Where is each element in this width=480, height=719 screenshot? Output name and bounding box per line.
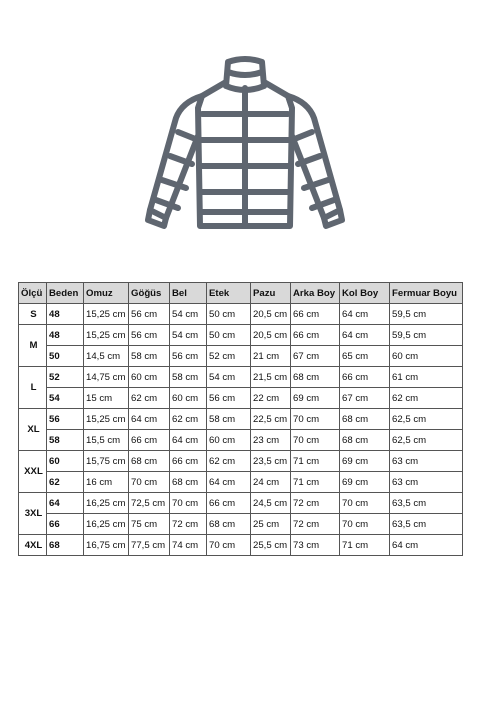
measurement-cell: 71 cm — [291, 472, 340, 493]
measurement-cell: 64 cm — [340, 325, 390, 346]
measurement-cell: 73 cm — [291, 535, 340, 556]
table-row — [19, 346, 463, 367]
measurement-cell: 16 cm — [84, 472, 129, 493]
column-header: Arka Boy — [291, 283, 340, 304]
column-header: Ölçü — [19, 283, 47, 304]
column-header: Beden — [47, 283, 84, 304]
measurement-cell: 69 cm — [291, 388, 340, 409]
measurement-cell: 64 cm — [170, 430, 207, 451]
measurement-cell: 56 cm — [170, 346, 207, 367]
measurement-cell: 54 cm — [170, 325, 207, 346]
measurement-cell: 71 cm — [291, 451, 340, 472]
beden-cell: 52 — [47, 367, 84, 388]
beden-cell: 68 — [47, 535, 84, 556]
size-label: L — [19, 367, 47, 409]
column-header: Fermuar Boyu — [390, 283, 463, 304]
measurement-cell: 58 cm — [207, 409, 251, 430]
table-row — [19, 409, 463, 430]
measurement-cell: 52 cm — [207, 346, 251, 367]
measurement-cell: 66 cm — [129, 430, 170, 451]
measurement-cell: 72 cm — [170, 514, 207, 535]
measurement-cell: 68 cm — [129, 451, 170, 472]
measurement-cell: 75 cm — [129, 514, 170, 535]
table-row — [19, 325, 463, 346]
measurement-cell: 66 cm — [291, 325, 340, 346]
measurement-cell: 68 cm — [340, 409, 390, 430]
measurement-cell: 50 cm — [207, 325, 251, 346]
measurement-cell: 60 cm — [390, 346, 463, 367]
measurement-cell: 63,5 cm — [390, 514, 463, 535]
measurement-cell: 68 cm — [291, 367, 340, 388]
table-row — [19, 535, 463, 556]
measurement-cell: 68 cm — [340, 430, 390, 451]
measurement-cell: 50 cm — [207, 304, 251, 325]
measurement-cell: 60 cm — [129, 367, 170, 388]
table-row — [19, 304, 463, 325]
column-header: Etek — [207, 283, 251, 304]
measurement-cell: 58 cm — [170, 367, 207, 388]
size-label: M — [19, 325, 47, 367]
measurement-cell: 63,5 cm — [390, 493, 463, 514]
column-header: Kol Boy — [340, 283, 390, 304]
measurement-cell: 68 cm — [170, 472, 207, 493]
measurement-cell: 24 cm — [251, 472, 291, 493]
table-row — [19, 430, 463, 451]
measurement-cell: 16,25 cm — [84, 514, 129, 535]
measurement-cell: 21,5 cm — [251, 367, 291, 388]
measurement-cell: 70 cm — [129, 472, 170, 493]
measurement-cell: 70 cm — [207, 535, 251, 556]
measurement-cell: 56 cm — [129, 304, 170, 325]
jacket-icon — [140, 48, 350, 238]
beden-cell: 56 — [47, 409, 84, 430]
measurement-cell: 54 cm — [170, 304, 207, 325]
measurement-cell: 63 cm — [390, 472, 463, 493]
size-label: XXL — [19, 451, 47, 493]
beden-cell: 58 — [47, 430, 84, 451]
measurement-cell: 72 cm — [291, 493, 340, 514]
table-row — [19, 451, 463, 472]
measurement-cell: 67 cm — [291, 346, 340, 367]
measurement-cell: 62,5 cm — [390, 430, 463, 451]
measurement-cell: 69 cm — [340, 472, 390, 493]
measurement-cell: 69 cm — [340, 451, 390, 472]
measurement-cell: 77,5 cm — [129, 535, 170, 556]
beden-cell: 64 — [47, 493, 84, 514]
measurement-cell: 64 cm — [129, 409, 170, 430]
measurement-cell: 62,5 cm — [390, 409, 463, 430]
measurement-cell: 24,5 cm — [251, 493, 291, 514]
measurement-cell: 62 cm — [390, 388, 463, 409]
measurement-cell: 59,5 cm — [390, 325, 463, 346]
column-header: Omuz — [84, 283, 129, 304]
measurement-cell: 70 cm — [291, 409, 340, 430]
measurement-cell: 58 cm — [129, 346, 170, 367]
beden-cell: 48 — [47, 325, 84, 346]
table-header-row — [19, 283, 463, 304]
measurement-cell: 64 cm — [390, 535, 463, 556]
measurement-cell: 72 cm — [291, 514, 340, 535]
measurement-cell: 56 cm — [207, 388, 251, 409]
measurement-cell: 60 cm — [207, 430, 251, 451]
column-header: Göğüs — [129, 283, 170, 304]
size-label: S — [19, 304, 47, 325]
measurement-cell: 72,5 cm — [129, 493, 170, 514]
measurement-cell: 64 cm — [207, 472, 251, 493]
size-label: XL — [19, 409, 47, 451]
size-label: 3XL — [19, 493, 47, 535]
measurement-cell: 16,75 cm — [84, 535, 129, 556]
beden-cell: 62 — [47, 472, 84, 493]
measurement-cell: 23,5 cm — [251, 451, 291, 472]
measurement-cell: 20,5 cm — [251, 325, 291, 346]
measurement-cell: 14,75 cm — [84, 367, 129, 388]
table-row — [19, 472, 463, 493]
measurement-cell: 66 cm — [291, 304, 340, 325]
measurement-cell: 16,25 cm — [84, 493, 129, 514]
size-label: 4XL — [19, 535, 47, 556]
measurement-cell: 54 cm — [207, 367, 251, 388]
measurement-cell: 62 cm — [207, 451, 251, 472]
measurement-cell: 61 cm — [390, 367, 463, 388]
measurement-cell: 71 cm — [340, 535, 390, 556]
measurement-cell: 66 cm — [207, 493, 251, 514]
measurement-cell: 70 cm — [170, 493, 207, 514]
measurement-cell: 60 cm — [170, 388, 207, 409]
table-row — [19, 493, 463, 514]
measurement-cell: 15,25 cm — [84, 325, 129, 346]
beden-cell: 50 — [47, 346, 84, 367]
measurement-cell: 25,5 cm — [251, 535, 291, 556]
measurement-cell: 15,5 cm — [84, 430, 129, 451]
measurement-cell: 15,25 cm — [84, 304, 129, 325]
measurement-cell: 62 cm — [129, 388, 170, 409]
table-row — [19, 514, 463, 535]
column-header: Bel — [170, 283, 207, 304]
measurement-cell: 67 cm — [340, 388, 390, 409]
measurement-cell: 56 cm — [129, 325, 170, 346]
measurement-cell: 70 cm — [291, 430, 340, 451]
measurement-cell: 23 cm — [251, 430, 291, 451]
measurement-cell: 15,75 cm — [84, 451, 129, 472]
measurement-cell: 63 cm — [390, 451, 463, 472]
measurement-cell: 15 cm — [84, 388, 129, 409]
measurement-cell: 68 cm — [207, 514, 251, 535]
column-header: Pazu — [251, 283, 291, 304]
measurement-cell: 22,5 cm — [251, 409, 291, 430]
measurement-cell: 74 cm — [170, 535, 207, 556]
measurement-cell: 25 cm — [251, 514, 291, 535]
measurement-cell: 20,5 cm — [251, 304, 291, 325]
size-table — [18, 282, 463, 556]
measurement-cell: 15,25 cm — [84, 409, 129, 430]
measurement-cell: 65 cm — [340, 346, 390, 367]
measurement-cell: 14,5 cm — [84, 346, 129, 367]
measurement-cell: 70 cm — [340, 514, 390, 535]
table-row — [19, 388, 463, 409]
measurement-cell: 59,5 cm — [390, 304, 463, 325]
beden-cell: 48 — [47, 304, 84, 325]
measurement-cell: 22 cm — [251, 388, 291, 409]
measurement-cell: 70 cm — [340, 493, 390, 514]
measurement-cell: 66 cm — [340, 367, 390, 388]
table-row — [19, 367, 463, 388]
measurement-cell: 66 cm — [170, 451, 207, 472]
beden-cell: 60 — [47, 451, 84, 472]
measurement-cell: 21 cm — [251, 346, 291, 367]
beden-cell: 66 — [47, 514, 84, 535]
measurement-cell: 62 cm — [170, 409, 207, 430]
measurement-cell: 64 cm — [340, 304, 390, 325]
beden-cell: 54 — [47, 388, 84, 409]
